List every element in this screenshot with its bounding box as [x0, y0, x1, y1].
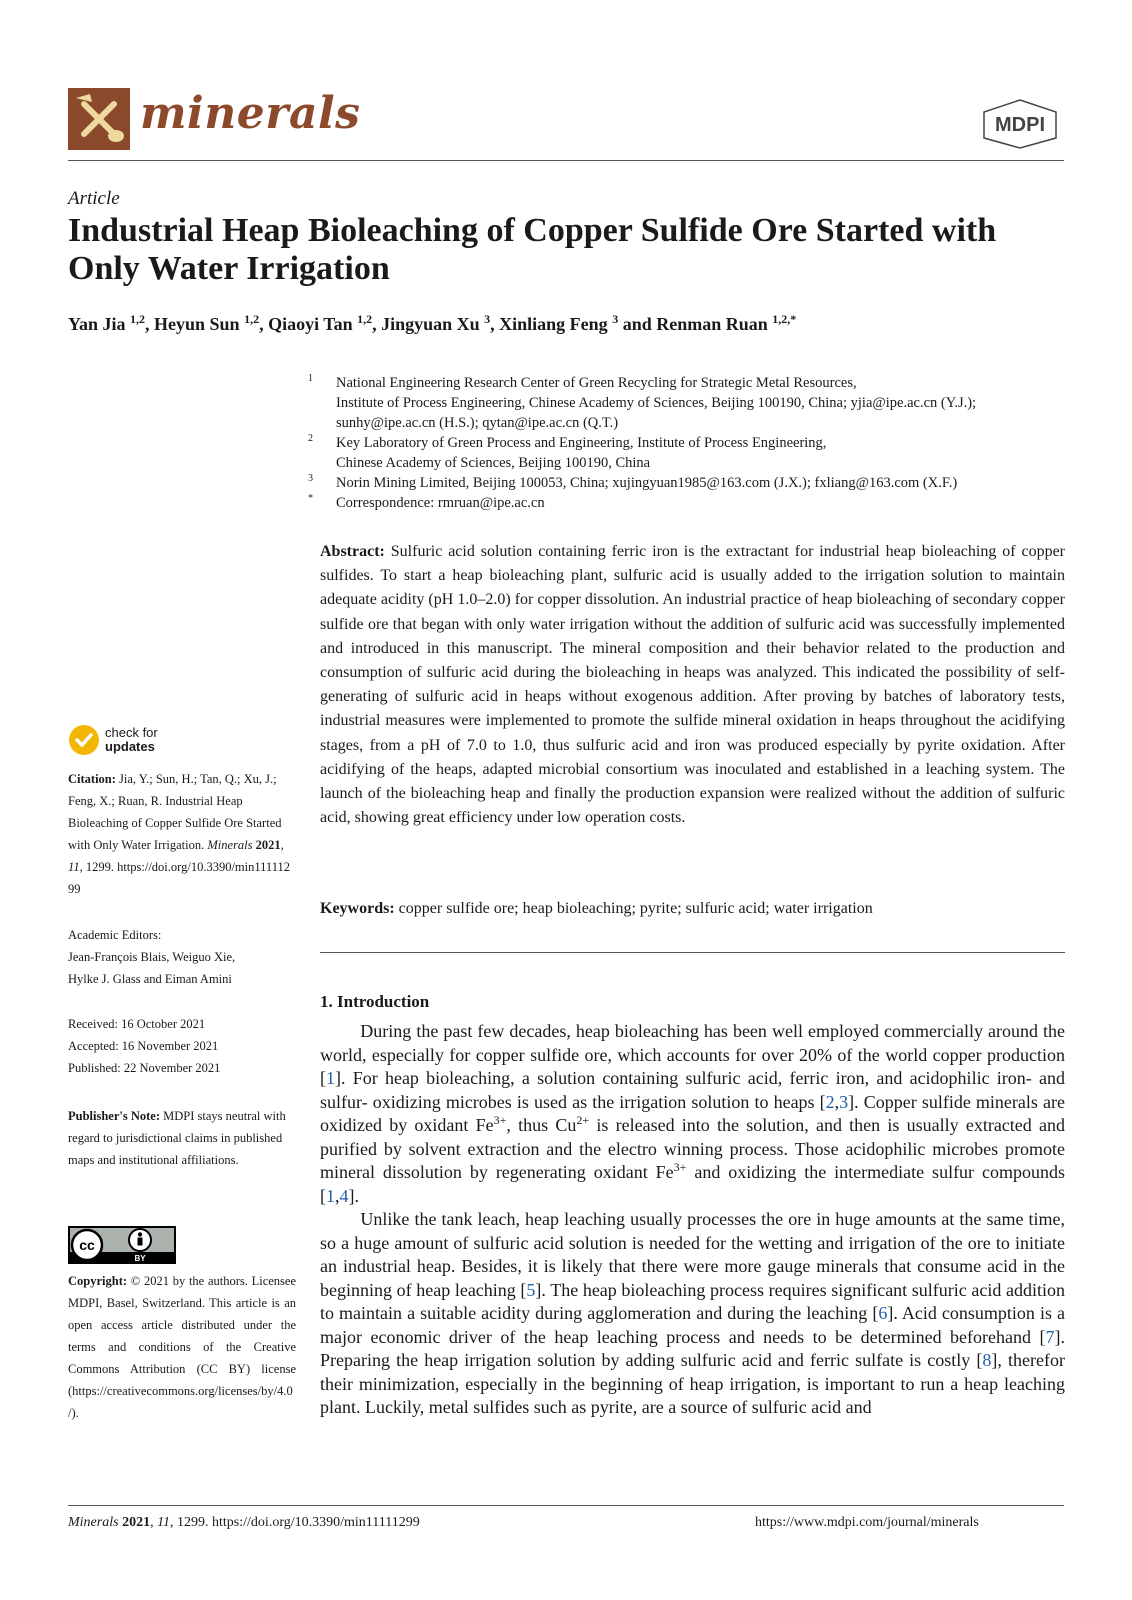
author-name[interactable]: Qiaoyi Tan: [268, 314, 358, 334]
accepted-date: Accepted: 16 November 2021: [68, 1039, 219, 1053]
abstract-text: Sulfuric acid solution containing ferric iron is the extractant for industrial heap bioleaching of copper sulfides. To start a heap bioleaching plant, sulfuric acid is usually added to the irrigation solution to maintain adequate acidity (pH 1.0–2.0) for copper dissolution. An industrial practice of heap bioleaching of secondary copper sulfide ore that began with only water irrigation without the addition of sulfuric acid was successfully implemented and introduced in this manuscript. The mineral composition and their behavior related to the production and consumption of sulfuric acid during the bioleaching in heaps was analyzed. This indicated the possibility of self-generating of sulfuric acid in heaps without exogenous addition. After proving by batches of laboratory tests, industrial measures were implemented to promote the sulfide mineral oxidation in heaps throughout the acidifying stages, from a pH of 7.0 to 1.0, thus sulfuric acid and iron was produced especially by pyrite oxidation. After acidifying of the heaps, adapted microbial consortium was inoculated and established in a leaching system. The launch of the bioleaching heap and finally the production expansion were realized without the addition of sulfuric acid, showing great efficiency under low operation costs.: [320, 543, 1065, 827]
article-type: Article: [68, 188, 120, 209]
keywords-label: Keywords:: [320, 900, 395, 917]
author-name[interactable]: Jingyuan Xu: [381, 314, 485, 334]
affiliation-mark: *: [308, 493, 313, 504]
affiliation-item: [308, 373, 977, 433]
journal-logo: [68, 88, 130, 150]
citation-link[interactable]: 1: [326, 1185, 335, 1206]
copyright-text: © 2021 by the authors. Licensee MDPI, Basel, Switzerland. This article is an open access article distributed under the terms and conditions of the Creative Commons Attribution (CC BY) license (https://creativecommons.org/licenses/by/4.0/).: [68, 1274, 297, 1420]
citation-text: Jia, Y.; Sun, H.; Tan, Q.; Xu, J.; Feng, X.; Ruan, R. Industrial Heap Bioleaching of Copper Sulfide Ore Started with Only Water Irrigation.: [68, 772, 282, 852]
mdpi-logo[interactable]: [980, 98, 1060, 154]
editors-label: Academic Editors:: [68, 928, 162, 942]
publisher-note-text: MDPI stays neutral with regard to jurisdictional claims in published maps and institutional affiliations.: [68, 1109, 286, 1167]
affiliation-mark: 3: [308, 473, 313, 484]
editors-line-2: Hylke J. Glass and Eiman Amini: [68, 972, 232, 986]
citation-link[interactable]: 1: [326, 1068, 335, 1088]
check-for-updates-text[interactable]: [105, 726, 158, 754]
cc-by-icon: [68, 1226, 176, 1264]
citation-link[interactable]: 2: [825, 1091, 835, 1112]
footer-doi[interactable]: , 1299. https://doi.org/10.3390/min11111299: [170, 1515, 420, 1530]
citation-link[interactable]: 8: [982, 1350, 992, 1370]
citation-url[interactable]: https://doi.org/10.3390/min11111299: [68, 860, 291, 896]
crossed-tools-icon: [68, 88, 130, 150]
intro-paragraph-1: During the past few decades, heap bioleaching has been well employed commercially around the world, especially for copper sulfide ore, which accounts for over 20% of the world copper production [1]. For heap bioleaching, a solution containing sulfuric acid, ferric iron, and acidophilic iron- and sulfur- oxidizing microbes is used as the irrigation solution to heaps [2,3]. Copper sulfide minerals are oxidized by oxidant $Fe^{3+}$, thus $Cu^{2+}$ is released into the solution, and then is usually extracted and purified by solvent extraction and the electro winning process. Those acidophilic microbes promote mineral dissolution by regenerating oxidant $Fe^{3+}$ and oxidizing the intermediate sulfur compounds [1,4].: [320, 1021, 1065, 1206]
footer-citation: Minerals 2021, 11, 1299. https://doi.org/10.3390/min11111299: [68, 1515, 420, 1530]
citation-link[interactable]: 3: [839, 1091, 849, 1112]
citation-link[interactable]: 6: [878, 1303, 888, 1323]
journal-name: minerals: [140, 88, 361, 139]
cc-symbol-text: cc: [79, 1237, 95, 1253]
affiliation-line: Correspondence: rmruan@ipe.ac.cn: [336, 495, 545, 511]
editors-line-1: Jean-François Blais, Weiguo Xie,: [68, 950, 236, 964]
citation-block: Citation: Jia, Y.; Sun, H.; Tan, Q.; Xu, J.; Feng, X.; Ruan, R. Industrial Heap Bioleaching of Copper Sulfide Ore Started with Only Water Irrigation. Minerals 2021, 11, 1299. https://doi.org/10.3390/min11111299: [68, 772, 291, 896]
affiliation-mark: 1: [308, 373, 313, 384]
author-name[interactable]: Yan Jia: [68, 314, 131, 334]
abstract-divider: [320, 952, 1065, 953]
abstract: [320, 540, 1065, 830]
affiliation-line: Chinese Academy of Sciences, Beijing 100190, China: [336, 455, 651, 471]
footer-year: 2021: [122, 1515, 151, 1530]
citation-journal: Minerals: [207, 838, 253, 852]
citation-link[interactable]: 4: [339, 1185, 349, 1206]
affiliation-line: sunhy@ipe.ac.cn (H.S.); qytan@ipe.ac.cn (Q.T.): [336, 415, 619, 431]
affiliation-line: National Engineering Research Center of Green Recycling for Strategic Metal Resources,: [336, 375, 857, 391]
footer-volume: 11: [157, 1515, 171, 1530]
author-list: Yan Jia $^{1,2}$, Heyun Sun $^{1,2}$, Qiaoyi Tan $^{1,2}$, Jingyuan Xu $^3$, Xinliang Feng $^3$ and Renman Ruan $^{1,2,*}$: [68, 312, 797, 334]
author-affiliation: 3: [484, 312, 491, 326]
citation-link[interactable]: 5: [526, 1279, 536, 1300]
received-date: Received: 16 October 2021: [68, 1017, 206, 1031]
author-name[interactable]: Heyun Sun: [154, 314, 245, 334]
check-for-updates-badge[interactable]: [68, 724, 100, 760]
abstract-label: Abstract:: [320, 543, 385, 560]
copyright-label: Copyright:: [68, 1274, 128, 1288]
footer-journal-url[interactable]: https://www.mdpi.com/journal/minerals: [755, 1515, 979, 1530]
author-affiliation: 1,2: [244, 312, 260, 326]
footer-divider: [68, 1505, 1064, 1506]
author-name[interactable]: Xinliang Feng: [499, 314, 613, 334]
check-updates-line2: updates: [105, 739, 155, 754]
citation-year: 2021: [255, 838, 281, 852]
copyright-block: [68, 1270, 296, 1424]
affiliation-mark: 2: [308, 433, 313, 444]
check-updates-line1: check for: [105, 725, 158, 740]
keywords-text: copper sulfide ore; heap bioleaching; pyrite; sulfuric acid; water irrigation: [398, 900, 873, 917]
dates-block: [68, 1013, 296, 1079]
editors-block: [68, 924, 296, 990]
citation-rest: , 1299.: [79, 860, 114, 874]
article-title: Industrial Heap Bioleaching of Copper Sulfide Ore Started with Only Water Irrigation: [68, 212, 997, 287]
keywords: [320, 900, 1065, 918]
affiliation-item: [308, 433, 827, 473]
affiliation-line: Norin Mining Limited, Beijing 100053, China; xujingyuan1985@163.com (J.X.); fxliang@163.com (X.F.): [336, 475, 958, 491]
check-icon: [68, 724, 100, 756]
mdpi-logo-icon: [980, 98, 1060, 150]
author-affiliation: 1,2: [130, 312, 146, 326]
affiliation-line: Key Laboratory of Green Process and Engineering, Institute of Process Engineering,: [336, 435, 827, 451]
affiliation-item: [308, 473, 958, 493]
author-affiliation: 1,2,*: [772, 312, 797, 326]
intro-paragraph-2: Unlike the tank leach, heap leaching usually processes the ore in huge amounts at the same time, so a huge amount of sulfuric acid solution is needed for the wetting and irrigation of the ore to initiate an industrial heap. Besides, it is likely that there were more gauge minerals that consume acid in the beginning of heap leaching [5]. The heap bioleaching process requires significant sulfuric acid addition to maintain a suitable acidity during agglomeration and during the leaching [6]. Acid consumption is a major economic driver of the heap leaching process and needs to be determined beforehand [7]. Preparing the heap irrigation solution by adding sulfuric acid and ferric sulfate is costly [8], therefor their minimization, especially in the beginning of heap irrigation, is important to run a heap leaching plant. Luckily, metal sulfides such as pyrite, are a source of sulfuric acid and: [320, 1209, 1066, 1417]
affiliation-line: Institute of Process Engineering, Chinese Academy of Sciences, Beijing 100190, China; yjia@ipe.ac.cn (Y.J.);: [336, 395, 977, 411]
citation-link[interactable]: 7: [1045, 1326, 1055, 1347]
footer-journal: Minerals: [68, 1515, 119, 1530]
cc-by-license-badge[interactable]: [68, 1226, 176, 1264]
cc-by-text: BY: [134, 1254, 146, 1263]
citation-label: Citation:: [68, 772, 116, 786]
section-heading: 1. Introduction: [320, 992, 430, 1011]
author-name[interactable]: Renman Ruan: [656, 314, 773, 334]
publisher-note-label: Publisher's Note:: [68, 1109, 161, 1123]
citation-volume: 11: [68, 860, 80, 874]
author-affiliation: 1,2: [357, 312, 373, 326]
publisher-note: [68, 1105, 296, 1171]
author-affiliation: 3: [612, 312, 619, 326]
mdpi-logo-text: MDPI: [995, 114, 1045, 136]
published-date: Published: 22 November 2021: [68, 1061, 221, 1075]
header-divider: [68, 160, 1064, 161]
affiliation-item: [308, 493, 545, 513]
